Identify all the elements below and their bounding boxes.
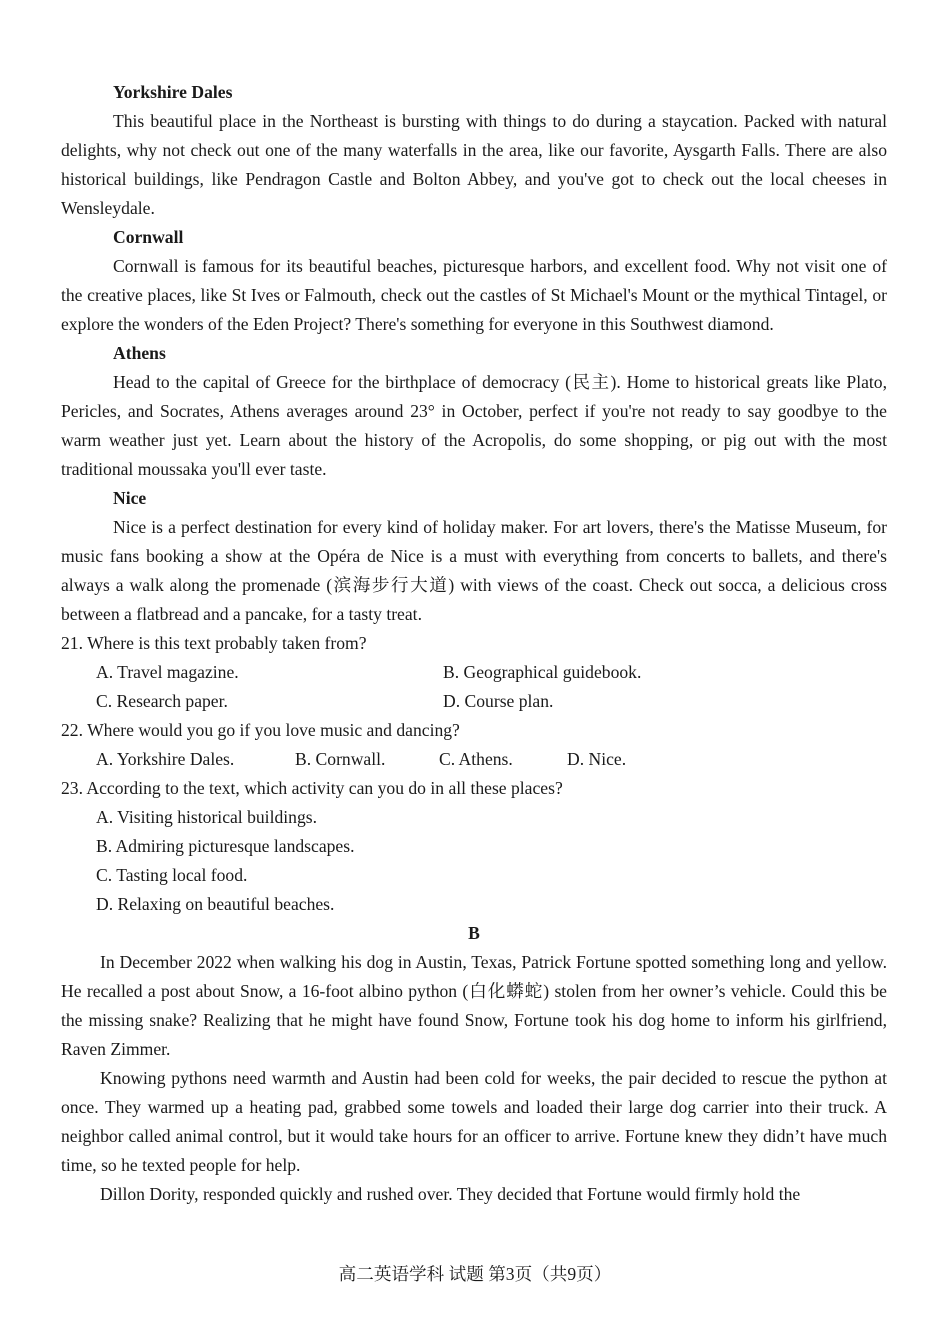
section-athens xyxy=(61,339,887,484)
section-text: Cornwall is famous for its beautiful beaches, picturesque harbors, and excellent food. Why not visit one of the creative places, like St Ives or Falmouth, check out the castles of St Michael's Mount or the mythical Tintagel, or explore the wonders of the Eden Project? There's something for everyone in this Southwest diamond. xyxy=(61,256,887,334)
option-a[interactable]: A. Visiting historical buildings. xyxy=(96,807,317,827)
option-b[interactable]: B. Geographical guidebook. xyxy=(443,662,642,682)
section-cornwall xyxy=(61,223,887,339)
passage-a xyxy=(61,78,887,1209)
section-yorkshire xyxy=(61,78,887,223)
option-b[interactable]: B. Admiring picturesque landscapes. xyxy=(96,836,355,856)
option-c[interactable]: C. Athens. xyxy=(439,749,513,769)
section-heading: Nice xyxy=(113,488,147,508)
option-row xyxy=(61,832,887,861)
passage-paragraph: Dillon Dority, responded quickly and rushed over. They decided that Fortune would firmly hold the xyxy=(100,1184,801,1204)
passage-title: B xyxy=(468,923,480,943)
passage-paragraph: Knowing pythons need warmth and Austin had been cold for weeks, the pair decided to rescue the python at once. They warmed up a heating pad, grabbed some towels and loaded their large dog carrier into their truck. A neighbor called animal control, but it would take hours for an officer to arrive. Fortune knew they didn’t have much time, so he texted people for help. xyxy=(61,1068,887,1175)
option-row xyxy=(61,745,887,774)
question-stem: 21. Where is this text probably taken from? xyxy=(61,633,367,653)
question-22 xyxy=(61,716,887,774)
section-nice xyxy=(61,484,887,629)
section-heading: Yorkshire Dales xyxy=(113,82,233,102)
option-b[interactable]: B. Cornwall. xyxy=(295,749,386,769)
page-footer: 高二英语学科 试题 第3页（共9页） xyxy=(338,1264,612,1284)
section-text: Head to the capital of Greece for the birthplace of democracy (民主). Home to historical greats like Plato, Pericles, and Socrates, Athens averages around 23° in October, perfect if you're not ready to say goodbye to the warm weather just yet. Learn about the history of the Acropolis, do some shopping, or pig out with the most traditional moussaka you'll ever taste. xyxy=(61,372,887,479)
option-d[interactable]: D. Relaxing on beautiful beaches. xyxy=(96,894,335,914)
option-a[interactable]: A. Travel magazine. xyxy=(96,662,239,682)
passage-paragraph: In December 2022 when walking his dog in Austin, Texas, Patrick Fortune spotted something long and yellow. He recalled a post about Snow, a 16-foot albino python (白化蟒蛇) stolen from her owner’s vehicle. Could this be the missing snake? Realizing that he might have found Snow, Fortune took his dog home to inform his girlfriend, Raven Zimmer. xyxy=(61,952,887,1059)
option-row xyxy=(61,861,887,890)
option-d[interactable]: D. Nice. xyxy=(567,749,627,769)
option-row xyxy=(61,687,887,716)
section-heading: Athens xyxy=(113,343,166,363)
passage-b xyxy=(61,919,887,1209)
option-row xyxy=(61,658,887,687)
question-stem: 23. According to the text, which activity can you do in all these places? xyxy=(61,778,563,798)
section-text: Nice is a perfect destination for every kind of holiday maker. For art lovers, there's the Matisse Museum, for music fans booking a show at the Opéra de Nice is a must with everything from concerts to ballets, and there's always a walk along the promenade (滨海步行大道) with views of the coast. Check out socca, a delicious cross between a flatbread and a pancake, for a tasty treat. xyxy=(61,517,887,624)
option-c[interactable]: C. Research paper. xyxy=(96,691,228,711)
question-stem: 22. Where would you go if you love music and dancing? xyxy=(61,720,460,740)
question-23 xyxy=(61,774,887,919)
option-row xyxy=(61,890,887,919)
option-c[interactable]: C. Tasting local food. xyxy=(96,865,248,885)
section-heading: Cornwall xyxy=(113,227,184,247)
question-21 xyxy=(61,629,887,716)
option-d[interactable]: D. Course plan. xyxy=(443,691,554,711)
section-text: This beautiful place in the Northeast is bursting with things to do during a staycation. Packed with natural delights, why not check out one of the many waterfalls in the area, like our favorite, Aysgarth Falls. There are also historical buildings, like Pendragon Castle and Bolton Abbey, and you've got to check out the local cheeses in Wensleydale. xyxy=(61,111,887,218)
option-row xyxy=(61,803,887,832)
option-a[interactable]: A. Yorkshire Dales. xyxy=(96,749,235,769)
